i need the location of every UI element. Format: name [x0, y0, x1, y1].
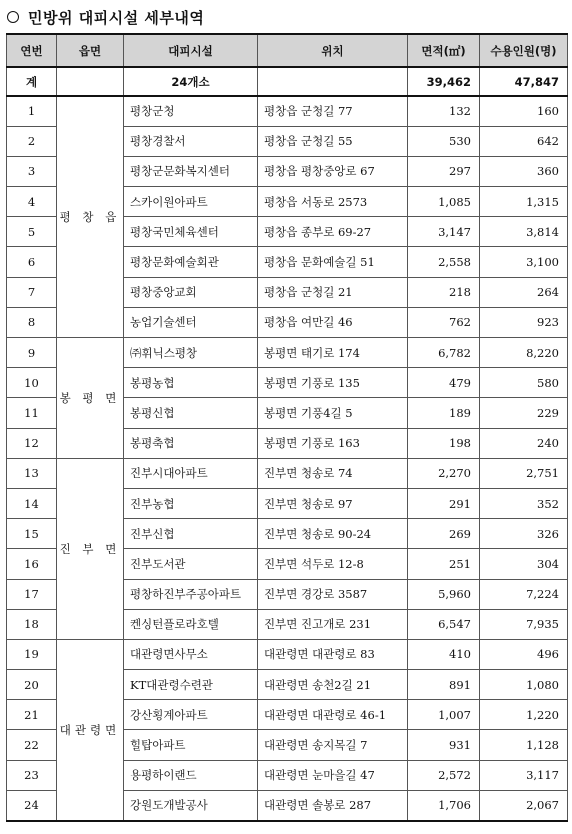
- total-label: 계: [7, 67, 57, 96]
- facility-name: 용평하이랜드: [124, 760, 258, 790]
- facility-name: 평창군청: [124, 96, 258, 126]
- facility-area: 410: [408, 639, 480, 669]
- row-number: 16: [7, 549, 57, 579]
- row-number: 8: [7, 307, 57, 337]
- row-number: 7: [7, 277, 57, 307]
- header-location: 위치: [258, 34, 408, 67]
- row-number: 2: [7, 126, 57, 156]
- table-row: [7, 458, 568, 488]
- row-number: 6: [7, 247, 57, 277]
- facility-capacity: 1,220: [480, 700, 568, 730]
- circle-bullet-icon: [7, 11, 19, 23]
- facility-area: 1,706: [408, 790, 480, 820]
- facility-location: 진부면 경강로 3587: [258, 579, 408, 609]
- facility-location: 봉평면 기풍4길 5: [258, 398, 408, 428]
- facility-area: 2,270: [408, 458, 480, 488]
- facility-capacity: 240: [480, 428, 568, 458]
- facility-location: 대관령면 대관령로 83: [258, 639, 408, 669]
- row-number: 15: [7, 519, 57, 549]
- facility-capacity: 2,067: [480, 790, 568, 820]
- row-number: 10: [7, 368, 57, 398]
- total-capacity: 47,847: [480, 67, 568, 96]
- facility-location: 평창읍 종부로 69-27: [258, 217, 408, 247]
- facility-name: 진부신협: [124, 519, 258, 549]
- row-number: 17: [7, 579, 57, 609]
- page-title: 민방위 대피시설 세부내역: [28, 8, 205, 27]
- total-facility-count: 24개소: [124, 67, 258, 96]
- row-number: 11: [7, 398, 57, 428]
- facility-name: 평창경찰서: [124, 126, 258, 156]
- row-number: 13: [7, 458, 57, 488]
- facility-area: 297: [408, 156, 480, 186]
- facility-area: 1,085: [408, 187, 480, 217]
- facility-name: 대관령면사무소: [124, 639, 258, 669]
- facility-name: 진부농협: [124, 488, 258, 518]
- facility-area: 198: [408, 428, 480, 458]
- facility-capacity: 7,224: [480, 579, 568, 609]
- facility-area: 1,007: [408, 700, 480, 730]
- facility-location: 평창읍 문화예술길 51: [258, 247, 408, 277]
- facility-area: 291: [408, 488, 480, 518]
- row-number: 21: [7, 700, 57, 730]
- facility-area: 132: [408, 96, 480, 126]
- facility-name: 평창하진부주공아파트: [124, 579, 258, 609]
- facility-capacity: 923: [480, 307, 568, 337]
- total-area: 39,462: [408, 67, 480, 96]
- facility-area: 3,147: [408, 217, 480, 247]
- facility-name: 켄싱턴플로라호텔: [124, 609, 258, 639]
- facility-name: 평창군문화복지센터: [124, 156, 258, 186]
- facility-location: 진부면 진고개로 231: [258, 609, 408, 639]
- header-no: 연번: [7, 34, 57, 67]
- facility-capacity: 264: [480, 277, 568, 307]
- facility-name: 봉평축협: [124, 428, 258, 458]
- facility-area: 6,782: [408, 338, 480, 368]
- facility-name: 봉평농협: [124, 368, 258, 398]
- facility-location: 평창읍 군청길 55: [258, 126, 408, 156]
- facility-capacity: 2,751: [480, 458, 568, 488]
- facility-name: KT대관령수련관: [124, 670, 258, 700]
- facility-area: 251: [408, 549, 480, 579]
- row-number: 24: [7, 790, 57, 820]
- facility-location: 대관령면 솔봉로 287: [258, 790, 408, 820]
- facility-area: 931: [408, 730, 480, 760]
- facility-location: 대관령면 송지목길 7: [258, 730, 408, 760]
- row-number: 5: [7, 217, 57, 247]
- facility-capacity: 160: [480, 96, 568, 126]
- facility-name: 농업기술센터: [124, 307, 258, 337]
- facility-area: 5,960: [408, 579, 480, 609]
- town-name: 봉 평 면: [57, 338, 124, 459]
- facility-name: 강산횡계아파트: [124, 700, 258, 730]
- table-row: [7, 96, 568, 126]
- facility-capacity: 1,128: [480, 730, 568, 760]
- facility-location: 봉평면 기풍로 135: [258, 368, 408, 398]
- facility-capacity: 8,220: [480, 338, 568, 368]
- facility-location: 진부면 청송로 97: [258, 488, 408, 518]
- facility-capacity: 1,080: [480, 670, 568, 700]
- facility-location: 평창읍 여만길 46: [258, 307, 408, 337]
- row-number: 3: [7, 156, 57, 186]
- facility-capacity: 326: [480, 519, 568, 549]
- facility-capacity: 580: [480, 368, 568, 398]
- facility-area: 189: [408, 398, 480, 428]
- row-number: 14: [7, 488, 57, 518]
- title-row: [7, 4, 204, 30]
- facility-location: 대관령면 송천2길 21: [258, 670, 408, 700]
- header-facility: 대피시설: [124, 34, 258, 67]
- facility-location: 진부면 청송로 90-24: [258, 519, 408, 549]
- table-row: [7, 639, 568, 669]
- header-row: [7, 34, 568, 67]
- table-row: [7, 338, 568, 368]
- facility-capacity: 3,814: [480, 217, 568, 247]
- facility-capacity: 352: [480, 488, 568, 518]
- facility-location: 평창읍 군청길 77: [258, 96, 408, 126]
- facility-location: 진부면 청송로 74: [258, 458, 408, 488]
- facility-location: 대관령면 대관령로 46-1: [258, 700, 408, 730]
- facility-capacity: 642: [480, 126, 568, 156]
- facility-capacity: 1,315: [480, 187, 568, 217]
- facility-name: 봉평신협: [124, 398, 258, 428]
- facility-name: 평창중앙교회: [124, 277, 258, 307]
- facility-area: 2,558: [408, 247, 480, 277]
- facility-capacity: 7,935: [480, 609, 568, 639]
- row-number: 1: [7, 96, 57, 126]
- facility-name: 진부도서관: [124, 549, 258, 579]
- facility-capacity: 3,117: [480, 760, 568, 790]
- facility-location: 평창읍 군청길 21: [258, 277, 408, 307]
- facility-name: 강원도개발공사: [124, 790, 258, 820]
- facility-capacity: 496: [480, 639, 568, 669]
- facility-capacity: 360: [480, 156, 568, 186]
- row-number: 23: [7, 760, 57, 790]
- row-number: 12: [7, 428, 57, 458]
- facility-area: 479: [408, 368, 480, 398]
- header-town: 읍면: [57, 34, 124, 67]
- facility-name: 스카이원아파트: [124, 187, 258, 217]
- facility-area: 762: [408, 307, 480, 337]
- row-number: 9: [7, 338, 57, 368]
- facility-name: ㈜휘닉스평창: [124, 338, 258, 368]
- row-number: 18: [7, 609, 57, 639]
- town-name: 평 창 읍: [57, 96, 124, 338]
- town-name: 대관령면: [57, 639, 124, 820]
- facility-location: 평창읍 서동로 2573: [258, 187, 408, 217]
- row-number: 19: [7, 639, 57, 669]
- facility-location: 봉평면 태기로 174: [258, 338, 408, 368]
- facility-area: 218: [408, 277, 480, 307]
- header-area: 면적(㎡): [408, 34, 480, 67]
- facility-name: 평창문화예술회관: [124, 247, 258, 277]
- facility-location: 대관령면 눈마을길 47: [258, 760, 408, 790]
- row-number: 4: [7, 187, 57, 217]
- facility-name: 평창국민체육센터: [124, 217, 258, 247]
- total-location-empty: [258, 67, 408, 96]
- shelter-table: [6, 33, 568, 822]
- facility-area: 530: [408, 126, 480, 156]
- facility-name: 진부시대아파트: [124, 458, 258, 488]
- town-name: 진 부 면: [57, 458, 124, 639]
- facility-area: 2,572: [408, 760, 480, 790]
- header-capacity: 수용인원(명): [480, 34, 568, 67]
- facility-location: 평창읍 평창중앙로 67: [258, 156, 408, 186]
- facility-area: 6,547: [408, 609, 480, 639]
- facility-area: 891: [408, 670, 480, 700]
- facility-location: 진부면 석두로 12-8: [258, 549, 408, 579]
- facility-name: 힐탑아파트: [124, 730, 258, 760]
- facility-capacity: 3,100: [480, 247, 568, 277]
- facility-capacity: 304: [480, 549, 568, 579]
- facility-capacity: 229: [480, 398, 568, 428]
- total-row: [7, 67, 568, 96]
- total-town-empty: [57, 67, 124, 96]
- row-number: 22: [7, 730, 57, 760]
- facility-location: 봉평면 기풍로 163: [258, 428, 408, 458]
- row-number: 20: [7, 670, 57, 700]
- facility-area: 269: [408, 519, 480, 549]
